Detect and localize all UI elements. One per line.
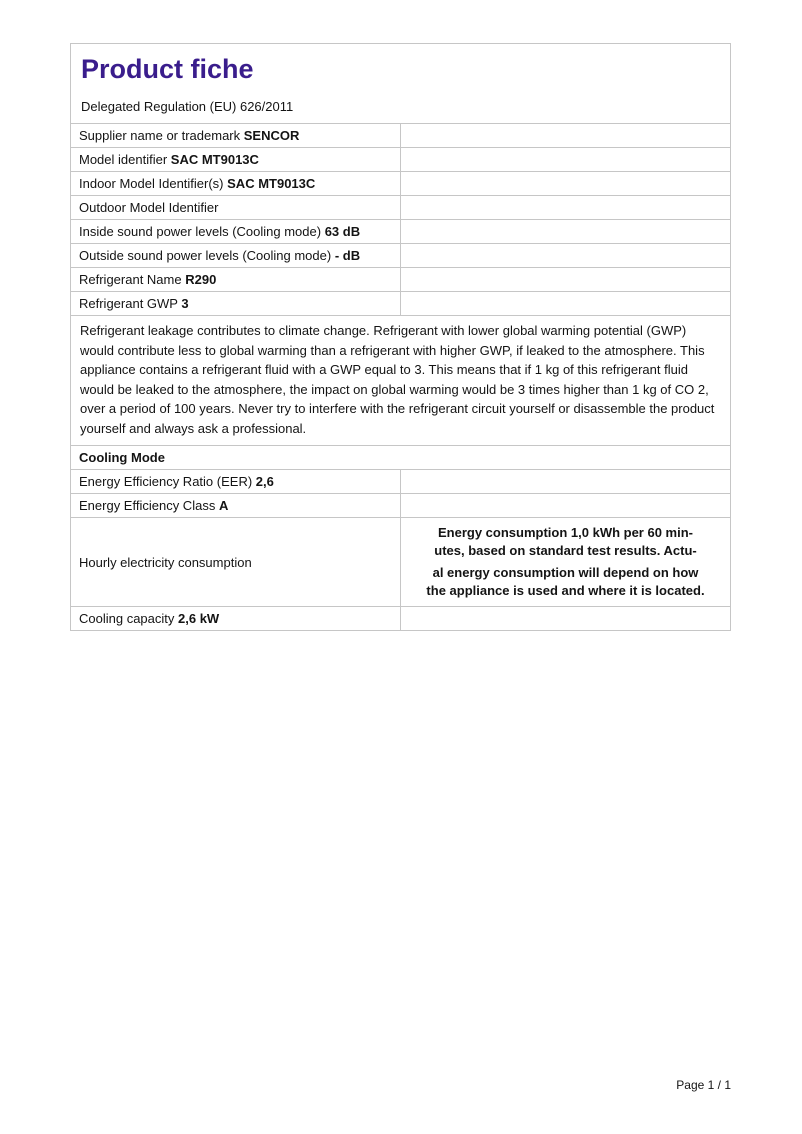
row-label: Hourly electricity consumption bbox=[79, 554, 252, 570]
regulation-subtitle: Delegated Regulation (EU) 626/2011 bbox=[81, 99, 294, 114]
note-line: al energy consumption will depend on how bbox=[432, 565, 699, 580]
row-label-cell bbox=[71, 196, 401, 219]
note-line: the appliance is used and where it is located. bbox=[426, 583, 705, 598]
row-empty-cell bbox=[401, 268, 730, 291]
row-label: Refrigerant GWP bbox=[79, 296, 178, 311]
row-label-cell bbox=[71, 220, 401, 243]
title-block bbox=[71, 44, 730, 123]
table-row bbox=[71, 243, 730, 267]
table-row bbox=[71, 606, 730, 630]
row-label-cell bbox=[71, 518, 401, 606]
row-empty-cell bbox=[401, 172, 730, 195]
row-label-cell bbox=[71, 124, 401, 147]
refrigerant-paragraph: Refrigerant leakage contributes to climate change. Refrigerant with lower global warming potential (GWP) would contribute less to global warming than a refrigerant with higher GWP, if leaked to the atmosphere. This appliance contains a refrigerant fluid with a GWP equal to 3. This means that if 1 kg of this refrigerant fluid would be leaked to the atmosphere, the impact on global warming would be 3 times higher than 1 kg of CO 2, over a period of 100 years. Never try to interfere with the refrigerant circuit yourself or disassemble the product yourself and always ask a professional. bbox=[71, 315, 730, 445]
table-row-hourly-consumption bbox=[71, 517, 730, 606]
document-sheet bbox=[70, 43, 731, 631]
table-row bbox=[71, 195, 730, 219]
page-title: Product fiche bbox=[81, 54, 254, 84]
table-row bbox=[71, 267, 730, 291]
row-value: - dB bbox=[334, 248, 361, 263]
note-line: Energy consumption 1,0 kWh per 60 min- bbox=[438, 525, 693, 540]
row-label: Cooling capacity bbox=[79, 611, 175, 626]
row-value: SAC MT9013C bbox=[227, 176, 316, 191]
table-row bbox=[71, 469, 730, 493]
energy-consumption-note bbox=[401, 518, 730, 606]
row-empty-cell bbox=[401, 470, 730, 493]
row-empty-cell bbox=[401, 494, 730, 517]
note-line: utes, based on standard test results. Actu- bbox=[434, 543, 697, 558]
row-value: 2,6 bbox=[255, 474, 274, 489]
row-empty-cell bbox=[401, 148, 730, 171]
row-label-cell bbox=[71, 292, 401, 315]
section-header-cooling-mode: Cooling Mode bbox=[71, 445, 730, 469]
row-label-cell bbox=[71, 268, 401, 291]
row-empty-cell bbox=[401, 607, 730, 630]
row-value: SENCOR bbox=[243, 128, 300, 143]
row-empty-cell bbox=[401, 292, 730, 315]
row-empty-cell bbox=[401, 124, 730, 147]
table-row bbox=[71, 493, 730, 517]
row-label-cell bbox=[71, 172, 401, 195]
row-label: Outside sound power levels (Cooling mode) bbox=[79, 248, 332, 263]
row-value: R290 bbox=[185, 272, 217, 287]
row-empty-cell bbox=[401, 244, 730, 267]
row-value: 2,6 kW bbox=[178, 611, 220, 626]
table-row bbox=[71, 147, 730, 171]
row-label: Inside sound power levels (Cooling mode) bbox=[79, 224, 322, 239]
row-label: Supplier name or trademark bbox=[79, 128, 241, 143]
row-label-cell bbox=[71, 244, 401, 267]
table-row bbox=[71, 219, 730, 243]
row-label-cell bbox=[71, 470, 401, 493]
row-label: Model identifier bbox=[79, 152, 168, 167]
row-label-cell bbox=[71, 607, 401, 630]
table-row bbox=[71, 291, 730, 315]
row-label: Refrigerant Name bbox=[79, 272, 182, 287]
row-label: Outdoor Model Identifier bbox=[79, 200, 219, 215]
table-row bbox=[71, 171, 730, 195]
row-label: Energy Efficiency Class bbox=[79, 498, 216, 513]
row-label: Indoor Model Identifier(s) bbox=[79, 176, 224, 191]
row-label-cell bbox=[71, 494, 401, 517]
row-label: Energy Efficiency Ratio (EER) bbox=[79, 474, 253, 489]
row-empty-cell bbox=[401, 220, 730, 243]
row-value: A bbox=[218, 498, 229, 513]
page-number: Page 1 / 1 bbox=[676, 1078, 731, 1092]
row-value: 3 bbox=[181, 296, 189, 311]
row-label-cell bbox=[71, 148, 401, 171]
row-empty-cell bbox=[401, 196, 730, 219]
row-value: 63 dB bbox=[324, 224, 361, 239]
table-row bbox=[71, 123, 730, 147]
row-value: SAC MT9013C bbox=[170, 152, 259, 167]
